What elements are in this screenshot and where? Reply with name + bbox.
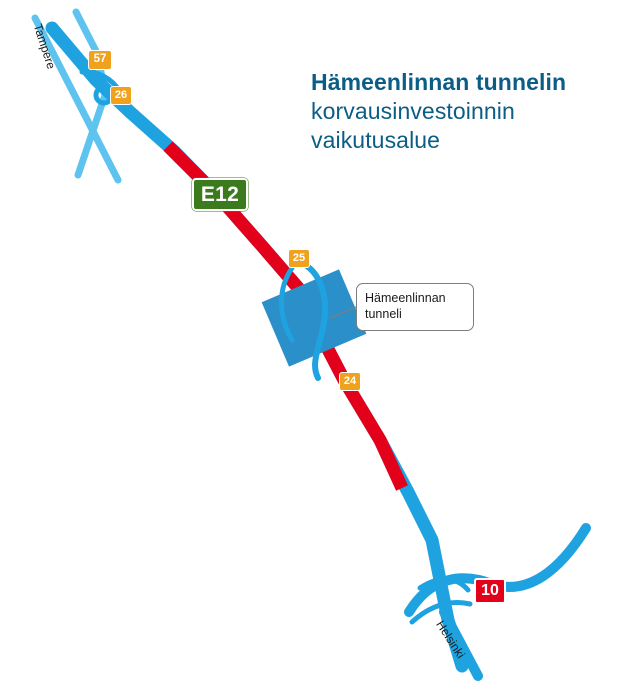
place-label-helsinki: Helsinki xyxy=(433,618,468,661)
map-title xyxy=(311,68,621,155)
tunnel-callout xyxy=(356,283,474,331)
title-line-3: vaikutusalue xyxy=(311,127,441,153)
highlight-segment-north xyxy=(168,146,300,290)
place-label-tampere: Tampere xyxy=(30,22,59,71)
title-line-1: Hämeenlinnan tunnelin xyxy=(311,69,567,95)
junction-marker-25: 25 xyxy=(288,249,310,268)
junction-marker-26: 26 xyxy=(110,86,132,105)
callout-line-1: Hämeenlinnan xyxy=(365,291,446,305)
junction-marker-24: 24 xyxy=(339,372,361,391)
callout-line-2: tunneli xyxy=(365,307,402,321)
road-shield-57: 57 xyxy=(88,50,112,70)
road-shield-e12: E12 xyxy=(192,178,248,211)
road-shield-10: 10 xyxy=(474,578,506,604)
title-line-2: korvausinvestoinnin xyxy=(311,98,515,124)
